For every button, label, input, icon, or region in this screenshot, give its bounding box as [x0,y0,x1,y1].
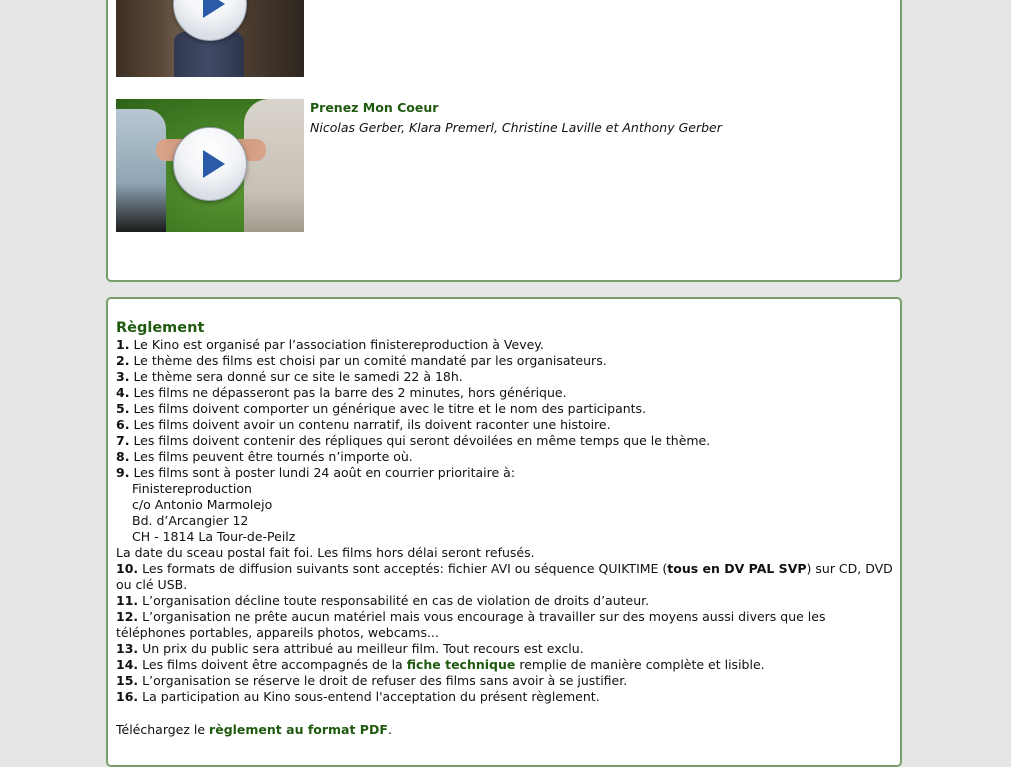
rule-item [116,353,896,369]
rule-text: Les films doivent contenir des répliques qui seront dévoilées en même temps que le thème. [133,433,711,448]
film-credits: Nicolas Gerber, Klara Premerl, Christine Laville et Anthony Gerber [310,120,722,135]
rule-number: 7. [116,433,130,448]
download-text: Téléchargez le [116,722,210,737]
films-panel [106,0,902,282]
rule-item [116,673,896,689]
postmark-note: La date du sceau postal fait foi. Les films hors délai seront refusés. [116,545,535,560]
rule-item [116,337,896,353]
postal-address [116,481,896,545]
film-title-link[interactable]: Prenez Mon Coeur [310,100,439,115]
rule-text: Le Kino est organisé par l’association finistereproduction à Vevey. [133,337,544,352]
rule-item [116,609,896,641]
rule-text: Les films peuvent être tournés n’importe où. [133,449,413,464]
rules-content [116,319,896,738]
rule-text: Les films doivent être accompagnés de la [142,657,407,672]
rule-number: 1. [116,337,130,352]
rule-text: Les films doivent comporter un générique avec le titre et le nom des participants. [133,401,647,416]
address-line: Bd. d’Arcangier 12 [132,513,249,528]
rule-item [116,417,896,433]
rule-item [116,369,896,385]
rule-number: 2. [116,353,130,368]
rule-text: Le thème sera donné sur ce site le samedi 22 à 18h. [133,369,463,384]
rule-item [116,593,896,609]
rule-item [116,465,896,481]
rule-text: Un prix du public sera attribué au meilleur film. Tout recours est exclu. [142,641,584,656]
fiche-technique-link[interactable]: fiche technique [406,657,516,672]
rule-item [116,433,896,449]
rule-item [116,689,896,705]
rule-text: L’organisation ne prête aucun matériel mais vous encourage à travailler sur des moyens aussi divers que les téléphones portables, appareils photos, webcams... [116,609,826,640]
play-icon[interactable] [173,0,247,41]
rule-text: L’organisation décline toute responsabilité en cas de violation de droits d’auteur. [142,593,650,608]
thumbnail-figure [116,109,166,232]
rule-item [116,401,896,417]
rule-number: 16. [116,689,139,704]
film-thumbnail-2[interactable] [116,99,304,232]
address-line: Finistereproduction [132,481,252,496]
play-icon[interactable] [173,127,247,201]
rule-number: 14. [116,657,139,672]
rule-item [116,657,896,673]
rule-text: Les films sont à poster lundi 24 août en courrier prioritaire à: [133,465,516,480]
film-thumbnail-1[interactable] [116,0,304,77]
rule-text: La participation au Kino sous-entend l'acceptation du présent règlement. [142,689,600,704]
rule-emphasis: tous en DV PAL SVP [667,561,807,576]
rule-text: Les films ne dépasseront pas la barre des 2 minutes, hors générique. [133,385,567,400]
thumbnail-figure [244,99,304,232]
rule-number: 11. [116,593,139,608]
rules-heading: Règlement [116,320,205,336]
rule-number: 3. [116,369,130,384]
rule-number: 9. [116,465,130,480]
address-line: c/o Antonio Marmolejo [132,497,273,512]
download-text: . [387,722,392,737]
rule-text: ) sur CD, DVD ou clé USB. [116,561,893,592]
rule-number: 4. [116,385,130,400]
rule-text: remplie de manière complète et lisible. [515,657,765,672]
rule-number: 13. [116,641,139,656]
rule-number: 8. [116,449,130,464]
rule-number: 6. [116,417,130,432]
rule-text: Le thème des films est choisi par un comité mandaté par les organisateurs. [133,353,607,368]
rule-item [116,385,896,401]
rule-number: 5. [116,401,130,416]
rule-number: 12. [116,609,139,624]
rule-item [116,449,896,465]
rules-panel [106,297,902,767]
rule-item [116,641,896,657]
pdf-rules-link[interactable]: règlement au format PDF [209,722,388,737]
rule-item [116,561,896,593]
rule-text: Les formats de diffusion suivants sont acceptés: fichier AVI ou séquence QUIKTIME ( [142,561,668,576]
rule-text: Les films doivent avoir un contenu narratif, ils doivent raconter une histoire. [133,417,611,432]
rule-number: 10. [116,561,139,576]
address-line: CH - 1814 La Tour-de-Peilz [132,529,296,544]
rule-number: 15. [116,673,139,688]
download-line [116,722,896,738]
rule-text: L’organisation se réserve le droit de refuser des films sans avoir à se justifier. [142,673,628,688]
